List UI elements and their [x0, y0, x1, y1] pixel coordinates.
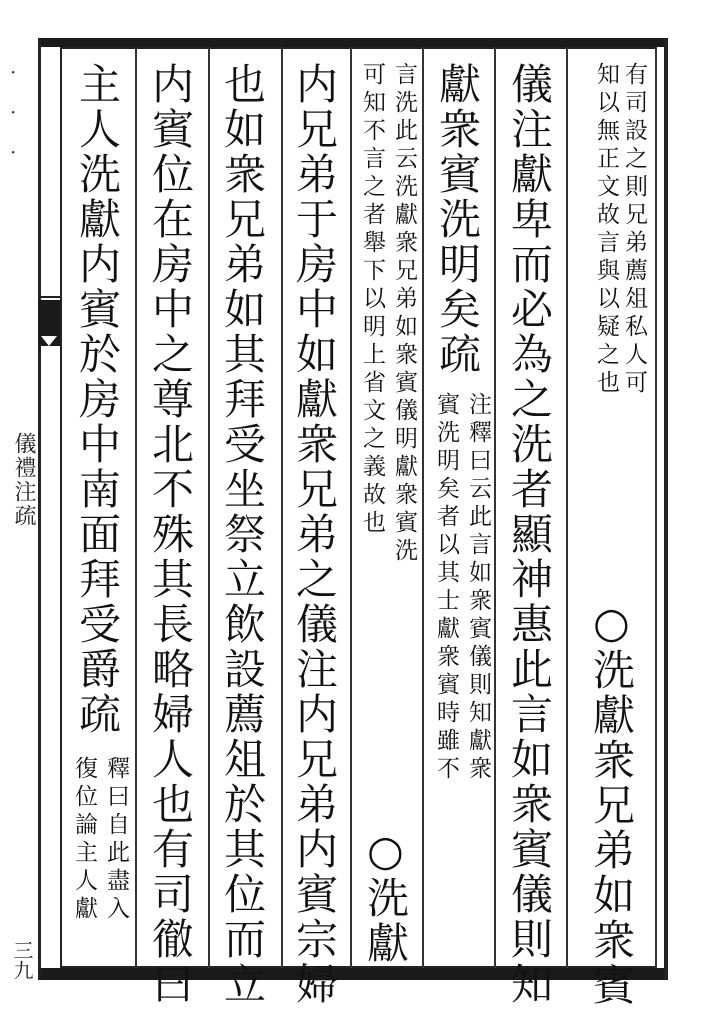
text-column: 洗獻 [361, 876, 410, 966]
column-rule [135, 47, 137, 968]
text-column: 内賓位在房中之尊北不殊其長略婦人也有司徹曰 [146, 62, 195, 1007]
column-rule [281, 47, 283, 968]
text-column: 内兄弟于房中如獻衆兄弟之儀注内兄弟内賓宗婦 [290, 62, 339, 1007]
annotation-line: 復位論主人獻 [71, 756, 97, 924]
margin-dot: · [10, 140, 17, 164]
column-rule [494, 47, 496, 968]
page-number: 三九 [10, 940, 34, 980]
fishtail-notch [41, 336, 57, 346]
text-column: 也如衆兄弟如其拜受坐祭立飲設薦俎於其位而立 [218, 62, 267, 1007]
annotation-line: 有司設之則兄弟薦俎私人可 [621, 62, 647, 398]
annotation-line: 言洗此云洗獻衆兄弟如衆賓儀明獻衆賓洗 [391, 62, 417, 566]
annotation-line: 知以無正文故言與以疑之也 [593, 62, 619, 398]
frame-bottom-bar [38, 968, 668, 980]
column-rule [350, 47, 352, 968]
annotation-line: 釋曰自此盡入 [103, 756, 129, 924]
fishtail-rule [38, 296, 60, 298]
circle-mark: ○ [361, 826, 410, 878]
frame-right-inner-line [655, 47, 657, 968]
frame-top-bar [38, 38, 668, 47]
circle-mark: ○ [587, 598, 636, 650]
text-column: 主人洗獻内賓於房中南面拜受爵疏 [73, 62, 122, 737]
annotation-line: 可知不言之者舉下以明上省文之義故也 [359, 62, 385, 538]
column-rule [422, 47, 424, 968]
annotation-line: 賓洗明矣者以其士獻衆賓時雖不 [433, 392, 459, 784]
annotation-line: 注釋曰云此言如衆賓儀則知獻衆 [465, 392, 491, 784]
column-rule [208, 47, 210, 968]
text-column: 儀注獻卑而必為之洗者顯神惠此言如衆賓儀則知 [505, 62, 554, 1007]
book-title: 儀禮注疏 [11, 432, 36, 528]
text-column: 洗獻衆兄弟如衆賓 [587, 648, 636, 1008]
margin-dot: · [10, 100, 17, 124]
margin-dot: · [10, 60, 17, 84]
text-column: 獻衆賓洗明矣疏 [433, 62, 482, 377]
column-rule [566, 47, 568, 968]
frame-right-line [664, 38, 668, 980]
